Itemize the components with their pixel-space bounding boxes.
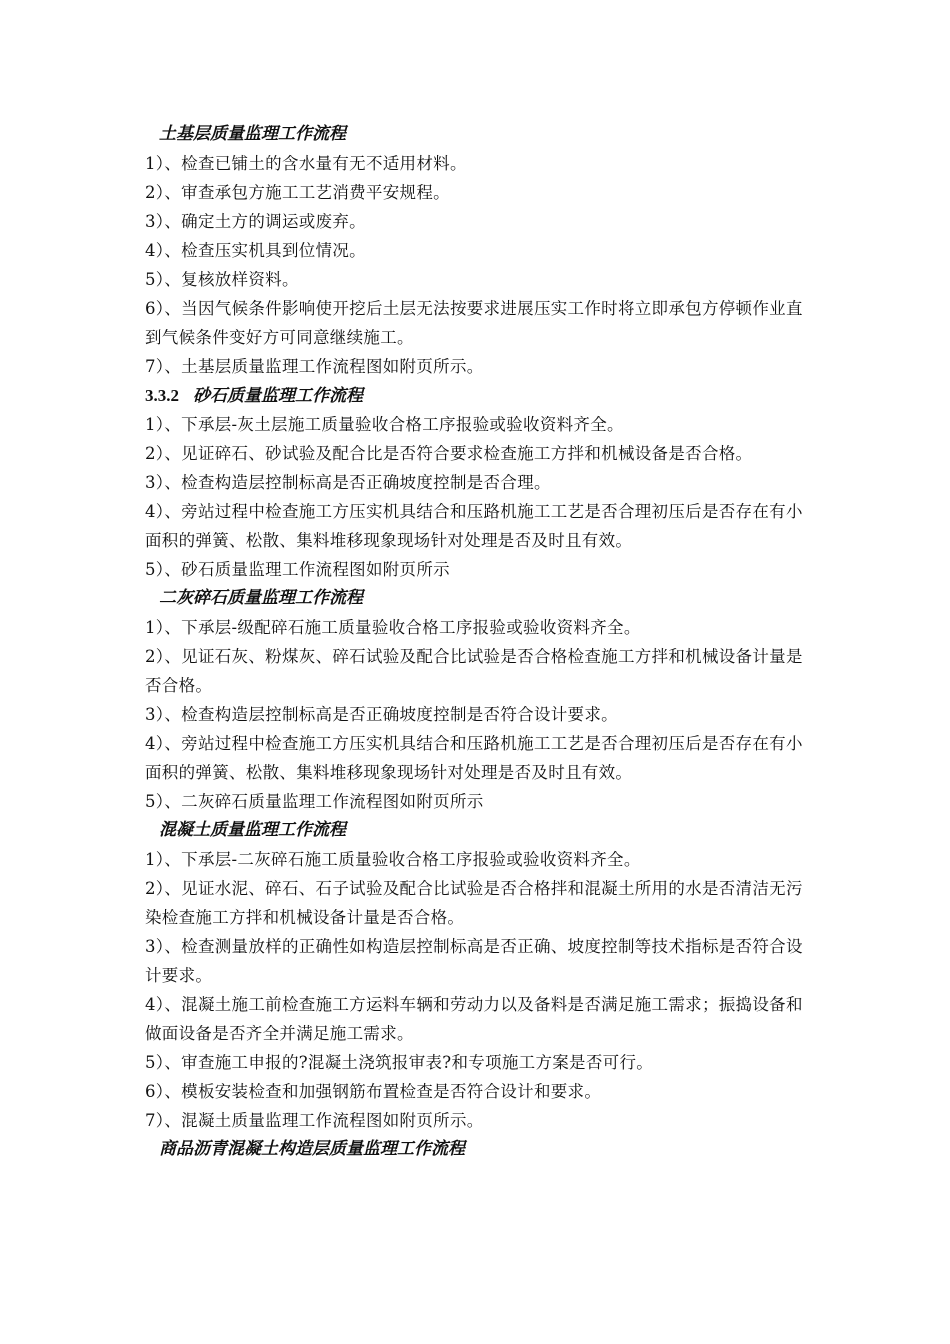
list-item: 3）、检查构造层控制标高是否正确坡度控制是否合理。 — [145, 473, 551, 492]
list-item: 4）、旁站过程中检查施工方压实机具结合和压路机施工工艺是否合理初压后是否存在有小面积的弹簧、松散、集料堆移现象现场针对处理是否及时且有效。 — [145, 734, 803, 782]
list-item: 1）、下承层-灰土层施工质量验收合格工序报验或验收资料齐全。 — [145, 415, 624, 434]
list-item: 6）、模板安装检查和加强钢筋布置检查是否符合设计和要求。 — [145, 1082, 602, 1101]
section-heading — [145, 584, 810, 613]
list-item: 1）、检查已铺土的含水量有无不适用材料。 — [145, 154, 467, 173]
section-heading — [145, 120, 810, 149]
list-item: 5）、砂石质量监理工作流程图如附页所示 — [145, 560, 450, 579]
list-item: 5）、审查施工申报的?混凝土浇筑报审表?和专项施工方案是否可行。 — [145, 1053, 654, 1072]
section-title: 土基层质量监理工作流程 — [159, 124, 346, 144]
list-item: 1）、下承层-级配碎石施工质量验收合格工序报验或验收资料齐全。 — [145, 618, 641, 637]
list-item: 5）、复核放样资料。 — [145, 270, 299, 289]
document-body — [145, 120, 810, 1164]
section-heading — [145, 816, 810, 845]
list-item: 2）、审查承包方施工工艺消费平安规程。 — [145, 183, 450, 202]
section-number: 3.3.2 — [145, 386, 179, 405]
list-item: 3）、检查测量放样的正确性如构造层控制标高是否正确、坡度控制等技术指标是否符合设计要求。 — [145, 937, 803, 985]
section-title: 砂石质量监理工作流程 — [193, 386, 363, 406]
list-item: 2）、见证石灰、粉煤灰、碎石试验及配合比试验是否合格检查施工方拌和机械设备计量是否合格。 — [145, 647, 803, 695]
list-item: 2）、见证碎石、砂试验及配合比是否符合要求检查施工方拌和机械设备是否合格。 — [145, 444, 753, 463]
list-item: 4）、旁站过程中检查施工方压实机具结合和压路机施工工艺是否合理初压后是否存在有小面积的弹簧、松散、集料堆移现象现场针对处理是否及时且有效。 — [145, 502, 803, 550]
section-title: 混凝土质量监理工作流程 — [159, 820, 346, 840]
list-item: 3）、确定土方的调运或废弃。 — [145, 212, 366, 231]
list-item: 7）、混凝土质量监理工作流程图如附页所示。 — [145, 1111, 484, 1130]
list-item: 6）、当因气候条件影响使开挖后土层无法按要求进展压实工作时将立即承包方停顿作业直到气候条件变好方可同意继续施工。 — [145, 299, 803, 347]
section-title: 商品沥青混凝土构造层质量监理工作流程 — [159, 1139, 465, 1159]
list-item: 4）、混凝土施工前检查施工方运料车辆和劳动力以及备料是否满足施工需求；振捣设备和做面设备是否齐全并满足施工需求。 — [145, 995, 803, 1043]
list-item: 4）、检查压实机具到位情况。 — [145, 241, 366, 260]
list-item: 1）、下承层-二灰碎石施工质量验收合格工序报验或验收资料齐全。 — [145, 850, 641, 869]
list-item: 7）、土基层质量监理工作流程图如附页所示。 — [145, 357, 484, 376]
list-item: 2）、见证水泥、碎石、石子试验及配合比试验是否合格拌和混凝土所用的水是否清洁无污染检查施工方拌和机械设备计量是否合格。 — [145, 879, 803, 927]
list-item: 5）、二灰碎石质量监理工作流程图如附页所示 — [145, 792, 484, 811]
section-heading — [145, 381, 810, 410]
section-title: 二灰碎石质量监理工作流程 — [159, 588, 363, 608]
section-heading — [145, 1135, 810, 1164]
list-item: 3）、检查构造层控制标高是否正确坡度控制是否符合设计要求。 — [145, 705, 618, 724]
